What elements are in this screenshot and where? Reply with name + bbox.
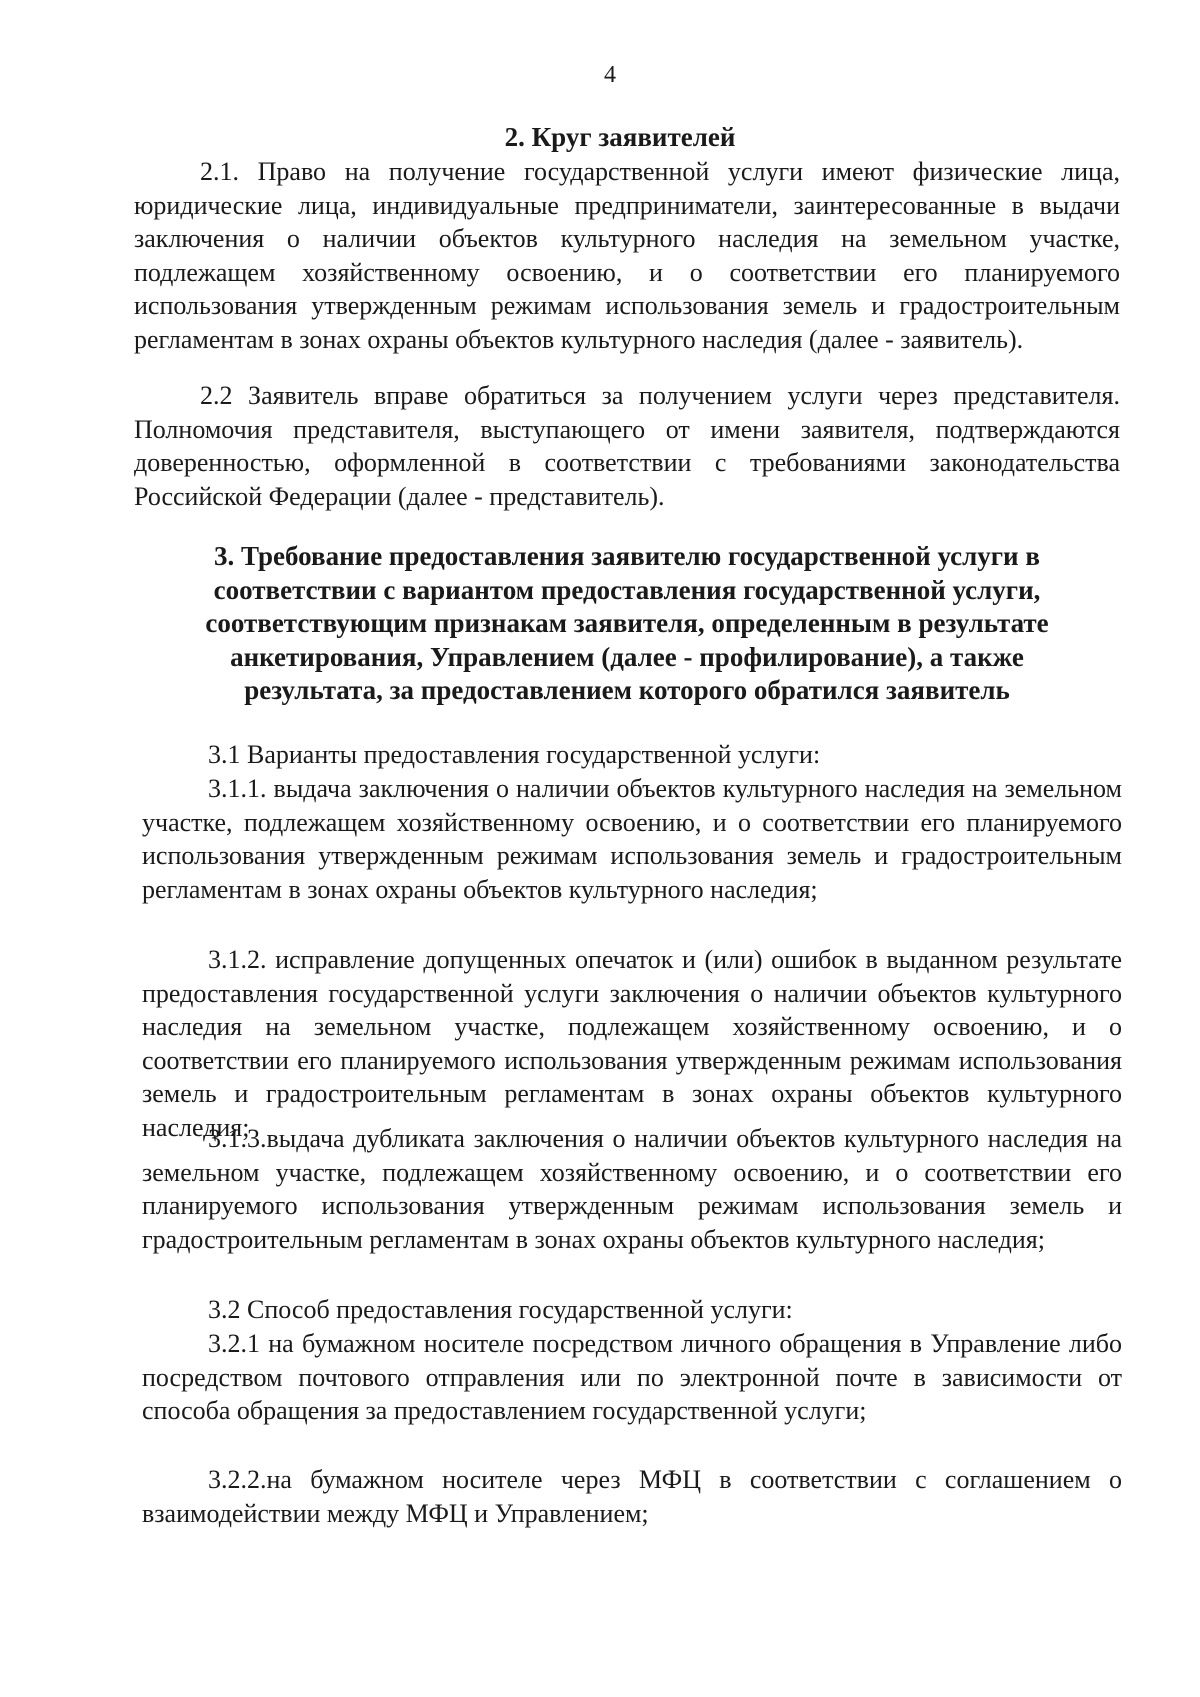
section-3-title-line: результата, за предоставлением которого обратился заявитель [244, 675, 1010, 705]
paragraph-3-1: 3.1 Варианты предоставления государственной услуги: [208, 740, 821, 769]
paragraph-3-2: 3.2 Способ предоставления государственной услуги: [208, 1295, 793, 1324]
paragraph-3-1-3: 3.1.3.выдача дубликата заключения о наличии объектов культурного наследия на земельном участке, подлежащем хозяйственному освоению, и о соответствии его планируемого использования утвержденным режимам использования земель и градостроительным регламентам в зонах охраны объектов культурного наследия; [142, 1124, 1122, 1254]
paragraph-3-1-1: 3.1.1. выдача заключения о наличии объектов культурного наследия на земельном участке, подлежащем хозяйственному освоению, и о соответствии его планируемого использования утвержденным режимам использования земель и градостроительным регламентам в зонах охраны объектов культурного наследия; [142, 774, 1122, 904]
section-3-title-line: анкетирования, Управлением (далее - профилирование), а также [230, 641, 1024, 672]
section-3-title-line: 3. Требование предоставления заявителю государственной услуги в [214, 541, 1040, 571]
section-3-title [134, 540, 1120, 708]
paragraph-3-1-2: 3.1.2. исправление допущенных опечаток и (или) ошибок в выданном результате предоставления государственной услуги заключения о наличии объектов культурного наследия на земельном участке, подлежащем хозяйственному освоению, и о соответствии его планируемого использования утвержденным режимам использования земель и градостроительным регламентам в зонах охраны объектов культурного наследия; [142, 945, 1122, 1142]
page-number: 4 [604, 62, 616, 88]
paragraph-2-1: 2.1. Право на получение государственной услуги имеют физические лица, юридические лица, индивидуальные предприниматели, заинтересованные в выдачи заключения о наличии объектов культурного наследия на земельном участке, подлежащем хозяйственному освоению, и о соответствии его планируемого использования утвержденным режимам использования земель и градостроительным регламентам в зонах охраны объектов культурного наследия (далее - заявитель). [134, 157, 1120, 354]
section-2-title: 2. Круг заявителей [504, 122, 736, 152]
section-3-title-line: соответствующим признакам заявителя, определенным в результате [205, 608, 1049, 638]
paragraph-3-2-1: 3.2.1 на бумажном носителе посредством личного обращения в Управление либо посредством почтового отправления или по электронной почте в зависимости от способа обращения за предоставлением государственной услуги; [142, 1329, 1122, 1425]
paragraph-3-2-2: 3.2.2.на бумажном носителе через МФЦ в соответствии с соглашением о взаимодействии между МФЦ и Управлением; [142, 1465, 1122, 1528]
section-3-title-line: соответствии с вариантом предоставления государственной услуги, [213, 574, 1041, 605]
paragraph-2-2: 2.2 Заявитель вправе обратиться за получением услуги через представителя. Полномочия представителя, выступающего от имени заявителя, подтверждаются доверенностью, оформленной в соответствии с требованиями законодательства Российской Федерации (далее - представитель). [134, 381, 1120, 511]
